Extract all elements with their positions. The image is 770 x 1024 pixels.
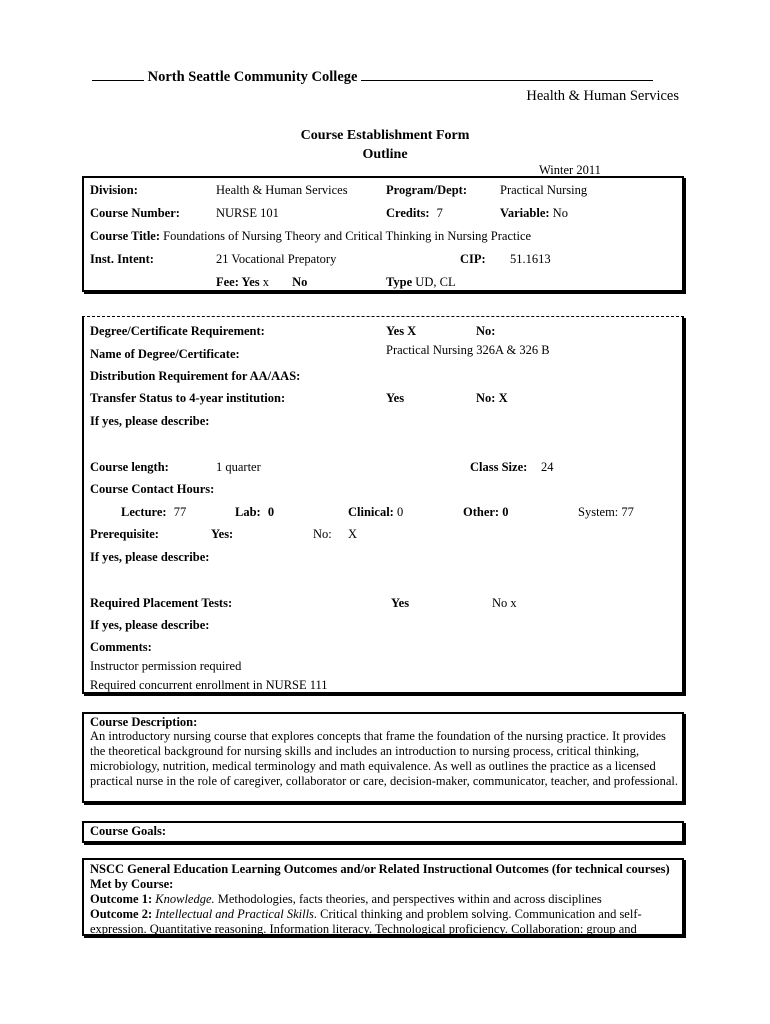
course-number-value: NURSE 101 [216,206,279,220]
placement-label: Required Placement Tests: [90,596,233,610]
outcome-2-title: Intellectual and Practical Skills [155,907,314,921]
form-subtitle: Outline [362,147,408,162]
description-text: An introductory nursing course that explores concepts that frame the foundation of the nursing practice. It provides the theoretical background for nursing skills and includes an introduction to nursing process, critical thinking, microbiology, nutrition, medical terminology and math equivalence. As well as outlines the practice as a licensed practical nurse in the role of caregiver, collaborator or care, decision-maker, communicator, teacher, and professional. [90,729,679,788]
comment-line: Required concurrent enrollment in NURSE 111 [90,678,328,692]
description-label: Course Description: [90,715,198,729]
blank-line [361,68,653,81]
lab [235,506,274,519]
lab-value: 0 [267,505,275,519]
degree-req-yes: Yes X [386,324,417,338]
lab-label: Lab: [235,505,261,519]
outcomes-heading: NSCC General Education Learning Outcomes and/or Related Instructional Outcomes (for technical courses) Met by Course: [90,862,670,891]
system-label: System: [578,505,619,519]
goals-label: Course Goals: [90,824,167,838]
course-title-label: Course Title: [90,229,161,243]
transfer-label: Transfer Status to 4-year institution: [90,391,286,405]
prereq-no: No: [313,527,332,541]
if-yes-describe: If yes, please describe: [90,414,210,428]
credits-label: Credits: [386,206,430,220]
prereq-yes: Yes: [211,527,234,541]
fee-label: Fee: Yes [216,275,260,289]
distribution-label: Distribution Requirement for AA/AAS: [90,369,301,383]
variable [500,207,568,220]
outcome-2-text: . Critical thinking and problem solving. Communication and self-expression. Quantitative reasoning. Information literacy. Technological proficiency. Collaboration: group and [90,907,642,936]
variable-label: Variable: [500,206,550,220]
lecture-value: 77 [173,505,187,519]
inst-intent-label: Inst. Intent: [90,252,154,266]
outcome-2-label: Outcome 2: [90,907,153,921]
outcome-1 [90,892,678,907]
placement-no: No x [492,596,517,610]
if-yes-describe: If yes, please describe: [90,550,210,564]
quarter: Winter 2011 [539,163,601,177]
system-value: 77 [621,505,634,519]
degree-req-no: No: [476,324,496,338]
program-value: Practical Nursing [500,183,588,197]
type-value: UD, CL [415,275,456,289]
course-length-label: Course length: [90,460,169,474]
division-value: Health & Human Services [216,183,348,197]
placement-yes: Yes [391,596,410,610]
prereq-no-mark: X [348,527,358,541]
lecture [121,506,186,519]
division-label: Division: [90,183,138,197]
credits [386,207,443,220]
class-size-value: 24 [541,460,554,474]
type-label: Type [386,275,413,289]
contact-hours-label: Course Contact Hours: [90,482,215,496]
system [578,506,634,519]
outcome-1-title: Knowledge. [155,892,215,906]
type [386,276,456,289]
fee [216,276,307,289]
outcome-1-text: Methodologies, facts theories, and perspectives within and across disciplines [217,892,602,906]
department-header: Health & Human Services [526,88,679,104]
degree-name-value: Practical Nursing 326A & 326 B [386,343,550,357]
course-title-value: Foundations of Nursing Theory and Critical Thinking in Nursing Practice [163,229,532,243]
transfer-yes: Yes [386,391,405,405]
outcome-2 [90,907,678,937]
lecture-label: Lecture: [121,505,167,519]
other-value: 0 [502,505,509,519]
college-name-line [92,68,653,85]
prereq-label: Prerequisite: [90,527,159,541]
clinical-value: 0 [396,505,404,519]
college-name: North Seattle Community College [147,69,358,85]
comments-label: Comments: [90,640,152,654]
comment-line: Instructor permission required [90,659,242,673]
credits-value: 7 [436,206,443,220]
other-label: Other: [463,505,500,519]
fee-no: No [292,275,308,289]
degree-req-label: Degree/Certificate Requirement: [90,324,265,338]
variable-value: No [552,206,568,220]
if-yes-describe: If yes, please describe: [90,618,210,632]
other [463,506,508,519]
class-size-label: Class Size: [470,460,528,474]
clinical [348,506,403,519]
cip-value: 51.1613 [510,252,551,266]
fee-yes-mark: x [262,275,269,289]
course-length-value: 1 quarter [216,460,261,474]
course-number-label: Course Number: [90,206,180,220]
degree-name-label: Name of Degree/Certificate: [90,347,240,361]
program-label: Program/Dept: [386,183,467,197]
inst-intent-value: 21 Vocational Prepatory [216,252,337,266]
goals-box [82,821,684,843]
form-title: Course Establishment Form [300,128,470,143]
course-title [90,230,531,243]
transfer-no: No: X [476,391,508,405]
cip-label: CIP: [460,252,486,266]
outcome-1-label: Outcome 1: [90,892,153,906]
blank-line [92,68,144,81]
clinical-label: Clinical: [348,505,394,519]
